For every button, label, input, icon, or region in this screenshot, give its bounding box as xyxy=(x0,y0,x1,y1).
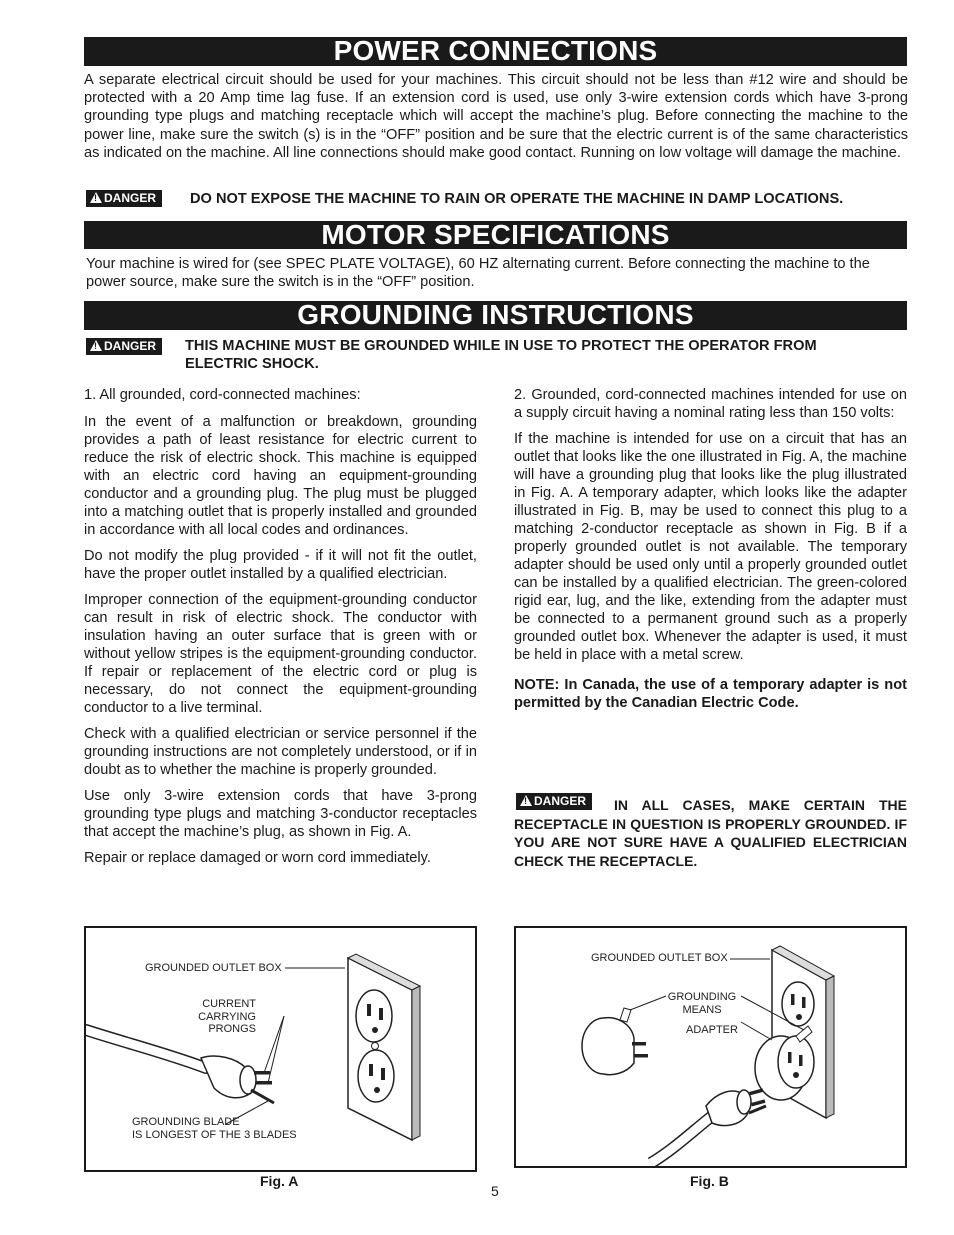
left-paragraph: In the event of a malfunction or breakdown, grounding provides a path of least resistance for electric current to reduce the risk of electric shock. This machine is equipped with an electric cord having an equipment-grounding conductor and a grounding plug. The plug must be plugged into a matching outlet that is properly installed and grounded in accordance with all local codes and ordinances. xyxy=(84,414,477,538)
left-column xyxy=(84,386,477,875)
left-paragraph: Use only 3-wire extension cords that have 3-prong grounding type plugs and matching 3-conductor receptacles that accept the machine’s plug, as shown in Fig. A. xyxy=(84,788,477,840)
danger-text-rain: DO NOT EXPOSE THE MACHINE TO RAIN OR OPERATE THE MACHINE IN DAMP LOCATIONS. xyxy=(190,191,844,207)
figure-b-label: Fig. B xyxy=(690,1173,729,1189)
left-paragraph: Check with a qualified electrician or service personnel if the grounding instructions are not completely understood, or if in doubt as to whether the machine is properly grounded. xyxy=(84,726,477,778)
callout-grounded-outlet-box: GROUNDED OUTLET BOX xyxy=(591,952,728,964)
power-connections-body: A separate electrical circuit should be used for your machines. This circuit should not be less than #12 wire and should be protected with a 20 Amp time lag fuse. If an extension cord is used, use only 3-wire extension cords which have 3-prong grounding type plugs and matching receptacle which will accept the machine’s plug. Before connecting the machine to the power line, make sure the switch (s) is in the “OFF” position and be sure that the electric current is of the same characteristics as indicated on the machine. All line connections should make good contact. Running on low voltage will damage the machine. xyxy=(84,72,908,161)
warning-triangle-icon xyxy=(90,192,102,203)
right-paragraph: If the machine is intended for use on a circuit that has an outlet that looks like the one illustrated in Fig. A, the machine will have a grounding plug that looks like the plug illustrated in Fig. A. A temporary adapter, which looks like the adapter illustrated in Fig. B, may be used to connect this plug to a matching 2-conductor receptacle as shown in Fig. B if a properly grounded outlet is not available. The temporary adapter should be used only until a properly grounded outlet can be installed by a qualified electrician. The green-colored rigid ear, lug, and the like, extending from the adapter must be connected to a permanent ground such as a properly grounded outlet box. Whenever the adapter is used, it must be held in place with a metal screw. xyxy=(514,431,907,663)
right-column xyxy=(514,386,907,720)
motor-specifications-title: MOTOR SPECIFICATIONS xyxy=(84,221,907,249)
figure-b xyxy=(514,926,907,1168)
left-paragraph: 1. All grounded, cord-connected machines: xyxy=(84,387,361,403)
left-paragraph: Improper connection of the equipment-grounding conductor can result in risk of electric shock. The conductor with insulation having an outer surface that is green with or without yellow stripes is the equipment-grounding conductor. If repair or replacement of the electric cord or plug is necessary, do not connect the equipment-grounding conductor to a live terminal. xyxy=(84,592,477,716)
callout-grounding-means: GROUNDING MEANS xyxy=(667,991,737,1016)
callout-grounding-blade: GROUNDING BLADE IS LONGEST OF THE 3 BLADES xyxy=(132,1116,297,1141)
danger-badge: !DANGER xyxy=(86,190,162,207)
danger-text-receptacle: IN ALL CASES, MAKE CERTAIN THE RECEPTACLE IN QUESTION IS PROPERLY GROUNDED. IF YOU ARE NOT SURE HAVE A QUALIFIED ELECTRICIAN CHECK THE RECEPTACLE. xyxy=(514,797,907,869)
page-number: 5 xyxy=(491,1183,499,1199)
callout-adapter: ADAPTER xyxy=(686,1024,738,1036)
warning-triangle-icon xyxy=(90,340,102,351)
danger-text-grounded: THIS MACHINE MUST BE GROUNDED WHILE IN USE TO PROTECT THE OPERATOR FROM ELECTRIC SHOCK. xyxy=(185,338,817,373)
figure-a-label: Fig. A xyxy=(260,1173,299,1189)
canada-note: NOTE: In Canada, the use of a temporary adapter is not permitted by the Canadian Electric Code. xyxy=(514,677,907,711)
motor-specifications-body: Your machine is wired for (see SPEC PLATE VOLTAGE), 60 HZ alternating current. Before connecting the machine to the power source, make sure the switch is in the “OFF” position. xyxy=(86,256,870,291)
danger-badge: !DANGER xyxy=(86,338,162,355)
callout-current-carrying-prongs: CURRENT CARRYING PRONGS xyxy=(198,998,256,1035)
power-connections-title: POWER CONNECTIONS xyxy=(84,37,907,66)
danger-badge: !DANGER xyxy=(516,793,592,810)
figure-a xyxy=(84,926,477,1172)
callout-grounded-outlet-box: GROUNDED OUTLET BOX xyxy=(145,962,282,974)
left-paragraph: Do not modify the plug provided - if it will not fit the outlet, have the proper outlet installed by a qualified electrician. xyxy=(84,548,477,582)
right-paragraph: 2. Grounded, cord-connected machines intended for use on a supply circuit having a nominal rating less than 150 volts: xyxy=(514,387,907,421)
left-paragraph: Repair or replace damaged or worn cord immediately. xyxy=(84,850,431,866)
grounding-instructions-title: GROUNDING INSTRUCTIONS xyxy=(84,301,907,330)
